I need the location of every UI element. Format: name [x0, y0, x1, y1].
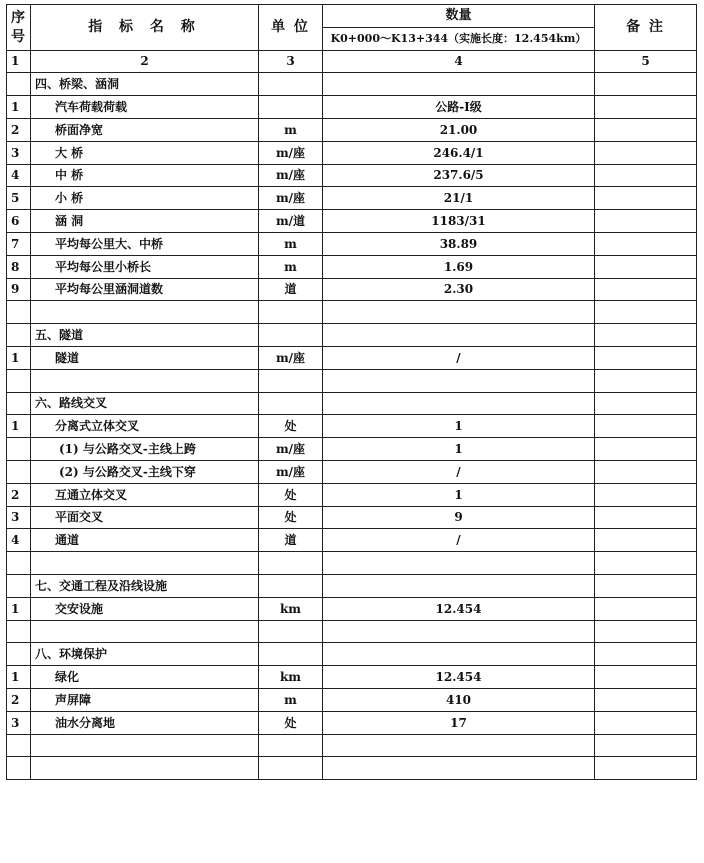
row-serial: 2	[7, 483, 31, 506]
colnum-4: 4	[323, 50, 595, 73]
row-indicator-name: 互通立体交叉	[31, 483, 259, 506]
blank-cell	[7, 301, 31, 324]
blank-cell	[595, 301, 697, 324]
serial-header	[7, 5, 31, 51]
blank-cell	[31, 620, 259, 643]
table-row	[7, 141, 697, 164]
blank-cell	[7, 620, 31, 643]
table-row	[7, 232, 697, 255]
section-title: 七、交通工程及沿线设施	[31, 574, 259, 597]
row-remark	[595, 438, 697, 461]
table-row	[7, 278, 697, 301]
section-serial-cell	[7, 73, 31, 96]
table-row	[7, 96, 697, 119]
row-indicator-name: 交安设施	[31, 597, 259, 620]
row-serial: 6	[7, 210, 31, 233]
header-row	[7, 5, 697, 28]
table-body	[7, 5, 697, 780]
range-header: K0+000～K13+344（实施长度：12.454km）	[323, 27, 595, 50]
section-title-row	[7, 643, 697, 666]
row-remark	[595, 141, 697, 164]
row-remark	[595, 164, 697, 187]
blank-row	[7, 369, 697, 392]
row-serial: 2	[7, 688, 31, 711]
row-remark	[595, 506, 697, 529]
row-unit: 道	[259, 278, 323, 301]
table-row	[7, 438, 697, 461]
row-unit: m/座	[259, 438, 323, 461]
row-unit	[259, 96, 323, 119]
section-unit-cell	[259, 392, 323, 415]
blank-cell	[595, 734, 697, 757]
serial-header-top: 序	[11, 10, 25, 26]
row-quantity: 237.6/5	[323, 164, 595, 187]
row-remark	[595, 232, 697, 255]
row-indicator-name: (2) 与公路交叉-主线下穿	[31, 460, 259, 483]
section-remark-cell	[595, 324, 697, 347]
row-quantity: 9	[323, 506, 595, 529]
row-serial: 4	[7, 164, 31, 187]
blank-cell	[595, 757, 697, 780]
table-row	[7, 164, 697, 187]
table-row	[7, 255, 697, 278]
row-remark	[595, 415, 697, 438]
table-row	[7, 597, 697, 620]
blank-row	[7, 620, 697, 643]
row-indicator-name: 中 桥	[31, 164, 259, 187]
section-title: 五、隧道	[31, 324, 259, 347]
unit-header: 单 位	[259, 5, 323, 51]
row-serial: 4	[7, 529, 31, 552]
row-indicator-name: 小 桥	[31, 187, 259, 210]
section-remark-cell	[595, 392, 697, 415]
blank-cell	[323, 620, 595, 643]
blank-row	[7, 552, 697, 575]
blank-cell	[323, 552, 595, 575]
row-serial	[7, 438, 31, 461]
row-serial: 1	[7, 597, 31, 620]
section-unit-cell	[259, 324, 323, 347]
blank-cell	[31, 757, 259, 780]
row-quantity: 12.454	[323, 666, 595, 689]
row-unit: m	[259, 255, 323, 278]
row-remark	[595, 210, 697, 233]
section-title-row	[7, 324, 697, 347]
table-row	[7, 415, 697, 438]
row-serial: 1	[7, 666, 31, 689]
colnum-2: 2	[31, 50, 259, 73]
row-remark	[595, 118, 697, 141]
column-number-row	[7, 50, 697, 73]
table-row	[7, 711, 697, 734]
row-quantity: /	[323, 346, 595, 369]
section-title-row	[7, 73, 697, 96]
table-row	[7, 688, 697, 711]
row-indicator-name: 声屏障	[31, 688, 259, 711]
blank-cell	[7, 757, 31, 780]
blank-cell	[259, 369, 323, 392]
blank-cell	[259, 552, 323, 575]
blank-row	[7, 301, 697, 324]
row-indicator-name: 隧道	[31, 346, 259, 369]
blank-row	[7, 734, 697, 757]
table-row	[7, 346, 697, 369]
section-title: 六、路线交叉	[31, 392, 259, 415]
row-indicator-name: 大 桥	[31, 141, 259, 164]
row-unit: m/座	[259, 164, 323, 187]
blank-cell	[259, 301, 323, 324]
row-serial: 1	[7, 415, 31, 438]
indicator-header: 指 标 名 称	[31, 5, 259, 51]
row-indicator-name: 平均每公里涵洞道数	[31, 278, 259, 301]
blank-cell	[31, 369, 259, 392]
section-remark-cell	[595, 73, 697, 96]
row-quantity: 1	[323, 415, 595, 438]
row-remark	[595, 666, 697, 689]
blank-cell	[595, 552, 697, 575]
row-indicator-name: 分离式立体交叉	[31, 415, 259, 438]
row-unit: m/座	[259, 187, 323, 210]
row-serial: 3	[7, 506, 31, 529]
row-serial	[7, 460, 31, 483]
row-serial: 9	[7, 278, 31, 301]
table-row	[7, 210, 697, 233]
section-remark-cell	[595, 643, 697, 666]
section-qty-cell	[323, 73, 595, 96]
section-title: 八、环境保护	[31, 643, 259, 666]
blank-cell	[323, 757, 595, 780]
row-unit: 道	[259, 529, 323, 552]
row-remark	[595, 529, 697, 552]
row-indicator-name: 平面交叉	[31, 506, 259, 529]
blank-cell	[259, 734, 323, 757]
table-row	[7, 187, 697, 210]
quantity-header: 数量	[323, 5, 595, 28]
row-serial: 1	[7, 346, 31, 369]
row-indicator-name: 通道	[31, 529, 259, 552]
row-unit: 处	[259, 506, 323, 529]
blank-cell	[259, 620, 323, 643]
blank-row	[7, 757, 697, 780]
row-remark	[595, 96, 697, 119]
row-quantity: 1.69	[323, 255, 595, 278]
row-indicator-name: 油水分离地	[31, 711, 259, 734]
section-title-row	[7, 392, 697, 415]
section-remark-cell	[595, 574, 697, 597]
colnum-1: 1	[7, 50, 31, 73]
row-unit: m	[259, 232, 323, 255]
colnum-5: 5	[595, 50, 697, 73]
row-unit: 处	[259, 711, 323, 734]
table-row	[7, 118, 697, 141]
row-unit: m/座	[259, 141, 323, 164]
row-indicator-name: 绿化	[31, 666, 259, 689]
row-quantity: 17	[323, 711, 595, 734]
row-unit: 处	[259, 415, 323, 438]
row-quantity: 1183/31	[323, 210, 595, 233]
blank-cell	[31, 734, 259, 757]
row-quantity: 12.454	[323, 597, 595, 620]
row-unit: km	[259, 597, 323, 620]
row-quantity: /	[323, 529, 595, 552]
row-unit: m	[259, 118, 323, 141]
row-unit: m/道	[259, 210, 323, 233]
row-quantity: 38.89	[323, 232, 595, 255]
row-quantity: 1	[323, 483, 595, 506]
row-indicator-name: (1) 与公路交叉-主线上跨	[31, 438, 259, 461]
row-quantity: 410	[323, 688, 595, 711]
section-qty-cell	[323, 324, 595, 347]
table-row	[7, 666, 697, 689]
row-remark	[595, 688, 697, 711]
blank-cell	[595, 369, 697, 392]
row-quantity: 246.4/1	[323, 141, 595, 164]
row-remark	[595, 483, 697, 506]
section-unit-cell	[259, 73, 323, 96]
blank-cell	[259, 757, 323, 780]
indicator-table	[6, 4, 697, 780]
row-unit: m/座	[259, 460, 323, 483]
row-serial: 2	[7, 118, 31, 141]
row-indicator-name: 平均每公里小桥长	[31, 255, 259, 278]
row-remark	[595, 278, 697, 301]
section-serial-cell	[7, 324, 31, 347]
section-qty-cell	[323, 643, 595, 666]
row-quantity: 公路-I级	[323, 96, 595, 119]
section-serial-cell	[7, 574, 31, 597]
blank-cell	[323, 734, 595, 757]
row-indicator-name: 涵 洞	[31, 210, 259, 233]
blank-cell	[7, 734, 31, 757]
row-quantity: 21.00	[323, 118, 595, 141]
section-title: 四、桥梁、涵洞	[31, 73, 259, 96]
blank-cell	[7, 552, 31, 575]
row-serial: 3	[7, 711, 31, 734]
section-qty-cell	[323, 574, 595, 597]
blank-cell	[31, 552, 259, 575]
row-unit: 处	[259, 483, 323, 506]
blank-cell	[323, 301, 595, 324]
row-serial: 7	[7, 232, 31, 255]
remark-header: 备 注	[595, 5, 697, 51]
row-serial: 1	[7, 96, 31, 119]
colnum-3: 3	[259, 50, 323, 73]
blank-cell	[7, 369, 31, 392]
row-quantity: /	[323, 460, 595, 483]
table-row	[7, 483, 697, 506]
blank-cell	[323, 369, 595, 392]
row-unit: km	[259, 666, 323, 689]
row-remark	[595, 597, 697, 620]
row-serial: 8	[7, 255, 31, 278]
row-remark	[595, 255, 697, 278]
section-serial-cell	[7, 643, 31, 666]
blank-cell	[31, 301, 259, 324]
section-title-row	[7, 574, 697, 597]
section-serial-cell	[7, 392, 31, 415]
section-qty-cell	[323, 392, 595, 415]
row-quantity: 21/1	[323, 187, 595, 210]
row-serial: 3	[7, 141, 31, 164]
row-remark	[595, 187, 697, 210]
row-indicator-name: 桥面净宽	[31, 118, 259, 141]
row-unit: m	[259, 688, 323, 711]
row-indicator-name: 平均每公里大、中桥	[31, 232, 259, 255]
table-row	[7, 529, 697, 552]
row-remark	[595, 460, 697, 483]
row-quantity: 2.30	[323, 278, 595, 301]
table-row	[7, 460, 697, 483]
section-unit-cell	[259, 643, 323, 666]
section-unit-cell	[259, 574, 323, 597]
table-row	[7, 506, 697, 529]
row-quantity: 1	[323, 438, 595, 461]
row-unit: m/座	[259, 346, 323, 369]
row-remark	[595, 346, 697, 369]
row-serial: 5	[7, 187, 31, 210]
row-indicator-name: 汽车荷载荷载	[31, 96, 259, 119]
blank-cell	[595, 620, 697, 643]
row-remark	[595, 711, 697, 734]
serial-header-bottom: 号	[11, 28, 25, 45]
